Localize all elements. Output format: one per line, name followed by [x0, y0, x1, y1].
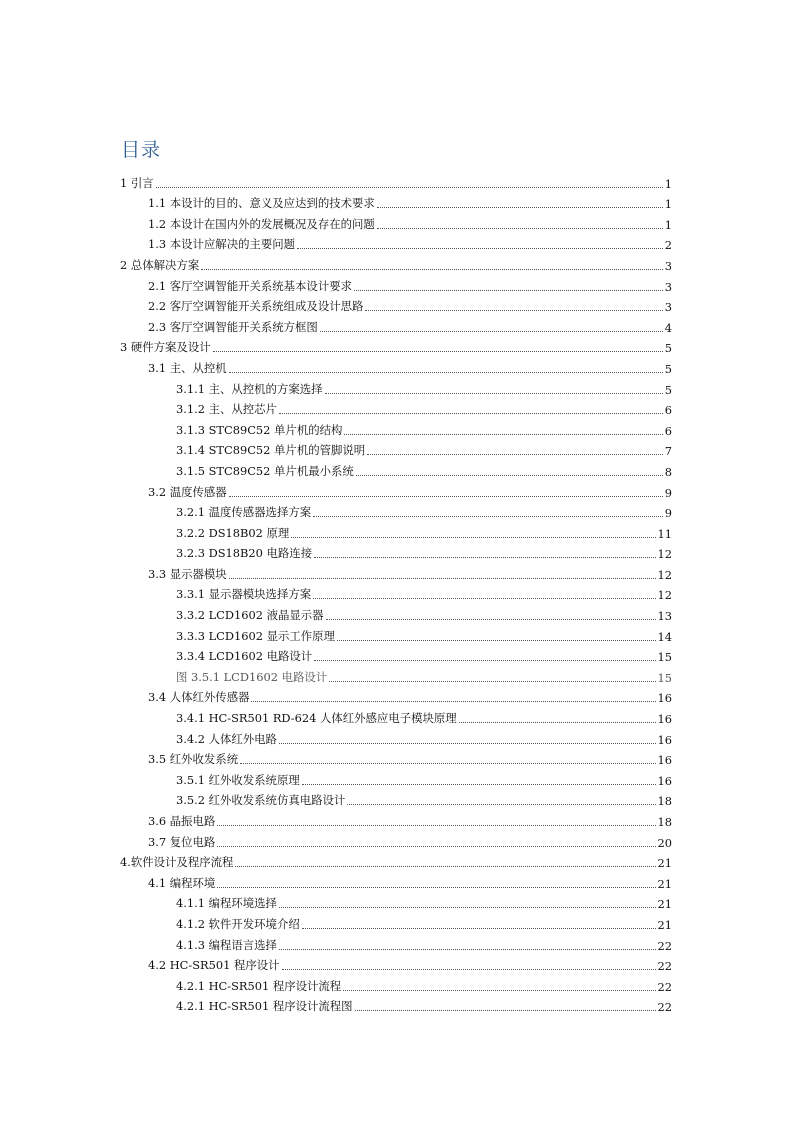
toc-entry[interactable] [120, 911, 672, 932]
toc-page-number: 2 [664, 238, 672, 253]
toc-entry-label: 3.3.2 LCD1602 液晶显示器 [176, 608, 324, 623]
toc-entry[interactable] [120, 458, 672, 479]
leader-dots [217, 886, 655, 888]
toc-entry-label: 3.2.1 温度传感器选择方案 [176, 505, 312, 520]
toc-entry-label: 3.2.3 DS18B20 电路连接 [176, 546, 313, 561]
leader-dots [367, 453, 663, 455]
toc-page-number: 22 [657, 1000, 672, 1015]
toc-page-number: 15 [657, 650, 672, 665]
toc-entry[interactable] [120, 355, 672, 376]
toc-entry-label: 4.2.1 HC-SR501 程序设计流程图 [176, 999, 353, 1014]
toc-entry-label: 2 总体解决方案 [120, 257, 200, 272]
toc-entry-label: 3.2 温度传感器 [148, 484, 227, 499]
toc-entry[interactable] [120, 252, 672, 273]
toc-page-number: 1 [664, 197, 672, 212]
toc-page-number: 18 [657, 815, 672, 829]
leader-dots [313, 515, 663, 517]
leader-dots [229, 577, 656, 579]
toc-entry[interactable] [120, 808, 672, 829]
toc-entry[interactable] [120, 294, 672, 315]
toc-page-number: 5 [664, 361, 672, 376]
toc-page-number: 5 [664, 382, 672, 397]
leader-dots [329, 680, 655, 682]
toc-entry-label: 图 3.5.1 LCD1602 电路设计 [176, 669, 328, 684]
leader-dots [313, 597, 655, 599]
toc-entry[interactable] [120, 273, 672, 294]
toc-entry[interactable] [120, 417, 672, 438]
toc-entry-label: 3.1.2 主、从控芯片 [176, 402, 277, 417]
toc-entry-label: 4.1.3 编程语言选择 [176, 937, 277, 952]
toc-entry[interactable] [120, 685, 672, 706]
toc-entry-label: 3.5.2 红外收发系统仿真电路设计 [176, 793, 346, 808]
leader-dots [279, 742, 656, 744]
toc-page-number: 12 [657, 588, 672, 603]
toc-entry[interactable] [120, 191, 672, 212]
toc-page-number: 3 [664, 258, 672, 273]
toc-entry[interactable] [120, 500, 672, 521]
toc-entry[interactable] [120, 335, 672, 356]
toc-entry[interactable] [120, 994, 672, 1015]
leader-dots [377, 227, 663, 229]
toc-entry-label: 3.6 晶振电路 [148, 814, 216, 828]
toc-entry-label: 3.4.2 人体红外电路 [176, 731, 277, 746]
toc-entry[interactable] [120, 520, 672, 541]
toc-entry-label: 4.软件设计及程序流程 [120, 855, 234, 870]
toc-page-number: 18 [657, 794, 672, 809]
leader-dots [343, 989, 655, 991]
toc-entry-label: 1.3 本设计应解决的主要问题 [148, 237, 296, 252]
toc-page-number: 5 [664, 341, 672, 356]
toc-entry[interactable] [120, 170, 672, 191]
leader-dots [354, 289, 663, 291]
leader-dots [356, 474, 663, 476]
leader-dots [337, 639, 656, 641]
toc-entry[interactable] [120, 232, 672, 253]
toc-entry-label: 1 引言 [120, 175, 154, 190]
toc-entry-label: 4.1.2 软件开发环境介绍 [176, 916, 300, 931]
toc-entry[interactable] [120, 623, 672, 644]
toc-title: 目录 [121, 139, 162, 161]
toc-entry[interactable] [120, 582, 672, 603]
toc-page-number: 1 [664, 176, 672, 191]
toc-entry-label: 2.2 客厅空调智能开关系统组成及设计思路 [148, 299, 364, 314]
leader-dots [355, 1009, 656, 1011]
toc-entry-label: 3.5.1 红外收发系统原理 [176, 772, 300, 787]
leader-dots [235, 865, 655, 867]
toc-page-number: 15 [657, 670, 672, 685]
toc-entry[interactable] [120, 973, 672, 994]
leader-dots [213, 350, 663, 352]
toc-entry-label: 1.2 本设计在国内外的发展概况及存在的问题 [148, 216, 375, 231]
toc-page-number: 21 [657, 876, 672, 891]
toc-entry[interactable] [120, 397, 672, 418]
toc-page-number: 13 [657, 609, 672, 624]
toc-page-number: 22 [657, 959, 672, 974]
leader-dots [325, 392, 663, 394]
toc-page-number: 11 [657, 526, 672, 541]
toc-entry[interactable] [120, 788, 672, 809]
leader-dots [217, 824, 655, 826]
toc-entry[interactable] [120, 747, 672, 768]
toc-entry-label: 3.3.3 LCD1602 显示工作原理 [176, 628, 335, 643]
toc-page-number: 16 [657, 732, 672, 747]
leader-dots [320, 330, 663, 332]
toc-entry-label: 2.1 客厅空调智能开关系统基本设计要求 [148, 278, 352, 293]
toc-entry-label: 3.3.1 显示器模块选择方案 [176, 587, 312, 602]
leader-dots [297, 247, 663, 249]
leader-dots [377, 206, 663, 208]
toc-entry[interactable] [120, 953, 672, 974]
toc-page-number: 16 [657, 691, 672, 706]
toc-page-number: 1 [664, 217, 672, 232]
toc-entry-label: 4.2.1 HC-SR501 程序设计流程 [176, 978, 342, 993]
toc-entry-label: 4.2 HC-SR501 程序设计 [148, 958, 280, 973]
toc-entry-label: 3.1.4 STC89C52 单片机的管脚说明 [176, 443, 366, 458]
leader-dots [279, 906, 656, 908]
toc-entry-label: 3 硬件方案及设计 [120, 340, 211, 355]
toc-page-number: 9 [664, 485, 672, 500]
toc-entry-label: 3.3.4 LCD1602 电路设计 [176, 649, 313, 664]
toc-entry[interactable] [120, 932, 672, 953]
toc-entry[interactable] [120, 705, 672, 726]
toc-page-number: 8 [664, 464, 672, 479]
toc-entry[interactable] [120, 314, 672, 335]
toc-entry-label: 4.1 编程环境 [148, 875, 216, 890]
toc-entry-label: 3.1.3 STC89C52 单片机的结构 [176, 422, 343, 437]
toc-page-number: 7 [664, 444, 672, 459]
leader-dots [229, 371, 663, 373]
toc-entry[interactable] [120, 767, 672, 788]
toc-entry[interactable] [120, 376, 672, 397]
table-of-contents [120, 170, 672, 1014]
toc-entry-label: 2.3 客厅空调智能开关系统方框图 [148, 319, 318, 334]
toc-entry[interactable] [120, 644, 672, 665]
toc-page-number: 4 [664, 320, 672, 335]
toc-entry-label: 3.2.2 DS18B02 原理 [176, 525, 290, 540]
leader-dots [156, 186, 663, 188]
toc-entry-label: 3.1 主、从控机 [148, 360, 227, 375]
toc-page-number: 3 [664, 300, 672, 315]
leader-dots [365, 309, 662, 311]
leader-dots [302, 783, 656, 785]
toc-page-number: 21 [657, 856, 672, 871]
toc-entry-label: 3.5 红外收发系统 [148, 752, 239, 767]
toc-page-number: 12 [657, 567, 672, 582]
leader-dots [326, 618, 656, 620]
toc-entry-label: 3.1.1 主、从控机的方案选择 [176, 381, 323, 396]
toc-entry[interactable] [120, 602, 672, 623]
toc-page-number: 16 [657, 773, 672, 788]
toc-entry-label: 1.1 本设计的目的、意义及应达到的技术要求 [148, 196, 375, 211]
leader-dots [302, 927, 656, 929]
toc-page-number: 12 [657, 547, 672, 562]
toc-entry-label: 3.4.1 HC-SR501 RD-624 人体红外感应电子模块原理 [176, 711, 457, 726]
leader-dots [229, 495, 663, 497]
toc-entry[interactable] [120, 541, 672, 562]
toc-entry-label: 3.3 显示器模块 [148, 566, 227, 581]
toc-entry[interactable] [120, 891, 672, 912]
toc-entry[interactable] [120, 870, 672, 891]
toc-page-number: 14 [657, 629, 672, 644]
toc-entry-label: 3.1.5 STC89C52 单片机最小系统 [176, 463, 354, 478]
leader-dots [459, 721, 656, 723]
toc-entry[interactable] [120, 726, 672, 747]
toc-page-number: 16 [657, 753, 672, 768]
toc-page-number: 6 [664, 423, 672, 438]
leader-dots [279, 948, 656, 950]
leader-dots [251, 700, 655, 702]
leader-dots [314, 556, 655, 558]
toc-entry[interactable] [120, 479, 672, 500]
toc-page-number: 3 [664, 279, 672, 294]
leader-dots [314, 659, 655, 661]
leader-dots [347, 803, 655, 805]
toc-entry[interactable] [120, 561, 672, 582]
toc-entry[interactable] [120, 829, 672, 850]
toc-page-number: 22 [657, 979, 672, 994]
toc-page-number: 9 [664, 506, 672, 521]
toc-entry-label: 4.1.1 编程环境选择 [176, 896, 277, 911]
leader-dots [282, 968, 656, 970]
toc-page-number: 21 [657, 917, 672, 932]
leader-dots [344, 433, 662, 435]
toc-page-number: 6 [664, 403, 672, 418]
toc-entry[interactable] [120, 211, 672, 232]
toc-page-number: 22 [657, 938, 672, 953]
toc-entry-label: 3.7 复位电路 [148, 834, 216, 849]
leader-dots [201, 268, 663, 270]
toc-entry[interactable] [120, 850, 672, 871]
toc-entry-label: 3.4 人体红外传感器 [148, 690, 250, 705]
toc-entry[interactable] [120, 438, 672, 459]
leader-dots [217, 845, 655, 847]
toc-entry[interactable] [120, 664, 672, 685]
leader-dots [240, 762, 655, 764]
toc-page-number: 16 [657, 712, 672, 727]
leader-dots [291, 536, 655, 538]
toc-page-number: 21 [657, 897, 672, 912]
toc-page-number: 20 [657, 835, 672, 850]
leader-dots [279, 412, 663, 414]
